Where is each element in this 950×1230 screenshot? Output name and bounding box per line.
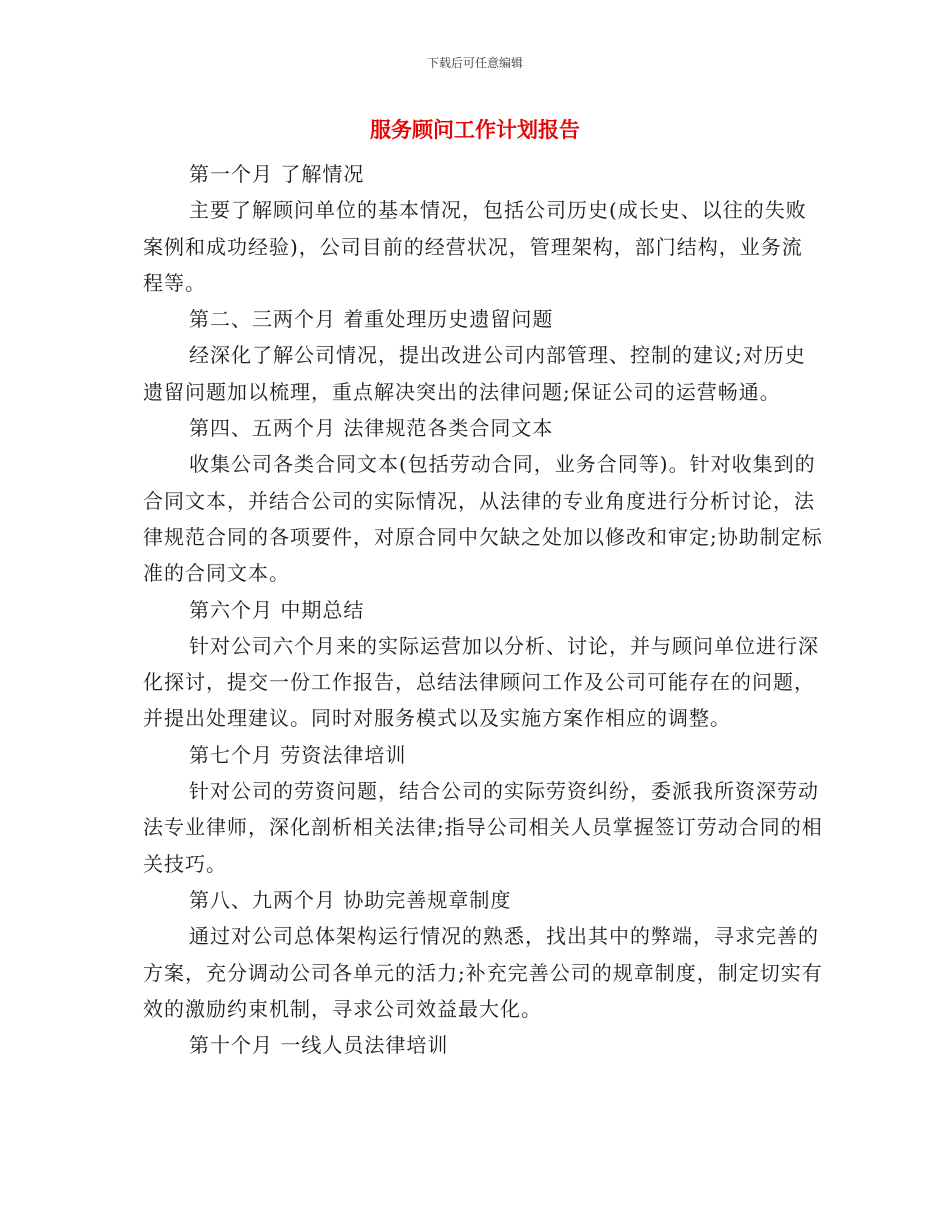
section-heading-month-1: 第一个月 了解情况 [189,162,365,186]
paragraph: 收集公司各类合同文本(包括劳动合同，业务合同等)。针对收集到的合同文本，并结合公司的实际情况，从法律的专业角度进行分析讨论，法律规范合同的各项要件，对原合同中欠缺之处加以修改和审定;协助制定标准的合同文本。 [143,452,823,586]
paragraph: 针对公司六个月来的实际运营加以分析、讨论，并与顾问单位进行深化探讨，提交一份工作报告，总结法律顾问工作及公司可能存在的问题，并提出处理建议。同时对服务模式以及实施方案作相应的调整。 [143,633,819,731]
section-heading-month-8-9: 第八、九两个月 协助完善规章制度 [189,887,512,912]
section-heading-month-2-3: 第二、三两个月 着重处理历史遗留问题 [189,307,554,332]
page-header: 下载后可任意编辑 [426,56,523,70]
section-heading-month-7: 第七个月 劳资法律培训 [189,742,407,767]
section-heading-month-4-5: 第四、五两个月 法律规范各类合同文本 [189,416,554,441]
document-body [143,156,823,1063]
paragraph: 主要了解顾问单位的基本情况，包括公司历史(成长史、以往的失败案例和成功经验)，公司目前的经营状况，管理架构，部门结构，业务流程等。 [143,198,807,295]
paragraph: 针对公司的劳资问题，结合公司的实际劳资纠纷，委派我所资深劳动法专业律师，深化剖析相关法律;指导公司相关人员掌握签订劳动合同的相关技巧。 [143,779,823,876]
paragraph: 通过对公司总体架构运行情况的熟悉，找出其中的弊端，寻求完善的方案，充分调动公司各单元的活力;补充完善公司的规章制度，制定切实有效的激励约束机制，寻求公司效益最大化。 [143,924,823,1021]
section-heading-month-10: 第十个月 一线人员法律培训 [189,1033,449,1058]
paragraph: 经深化了解公司情况，提出改进公司内部管理、控制的建议;对历史遗留问题加以梳理，重点解决突出的法律问题;保证公司的运营畅通。 [143,343,806,404]
document-title: 服务顾问工作计划报告 [370,118,580,142]
section-heading-month-6: 第六个月 中期总结 [189,597,365,622]
